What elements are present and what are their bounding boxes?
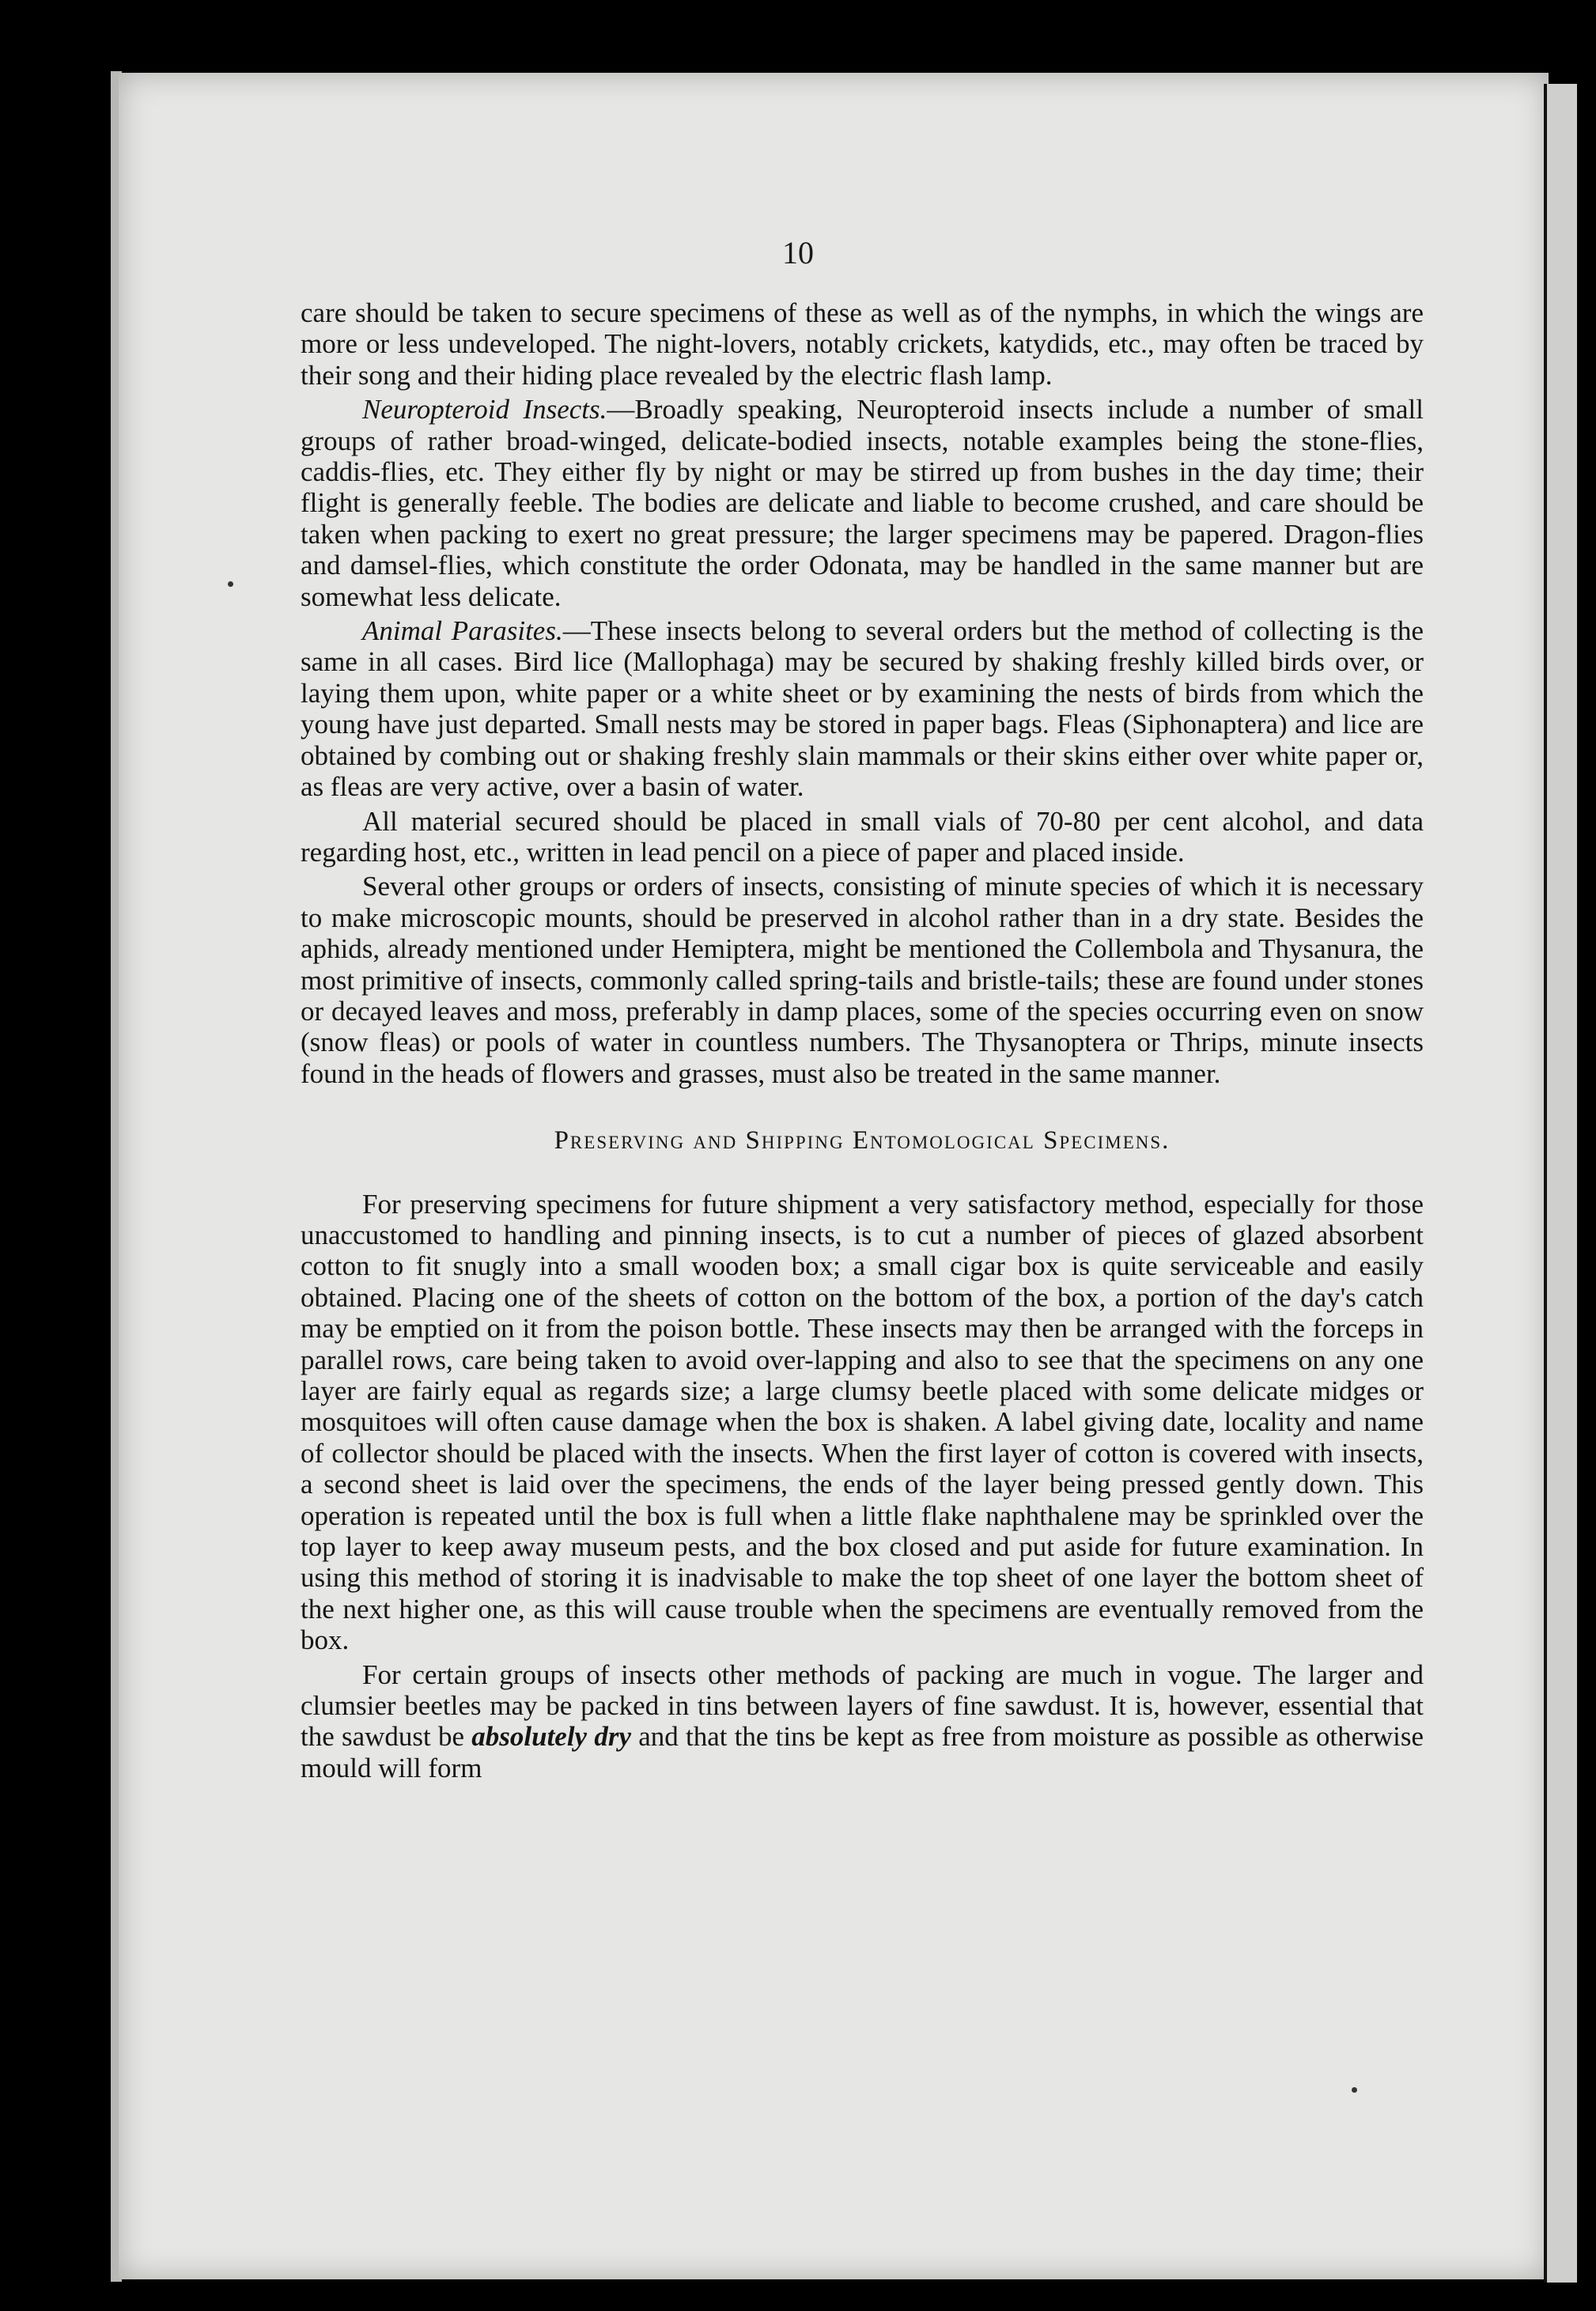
emphasis: absolutely dry bbox=[471, 1721, 631, 1753]
paragraph-neuropteroid bbox=[301, 394, 1424, 612]
scan-speck bbox=[228, 581, 233, 587]
paragraph-text: For certain groups of insects other methods of packing are much in vogue. The larger and clumsier beetles may be packed in tins between layers of fine sawdust. It is, however, essential that the sawdust be bbox=[301, 1659, 1424, 1753]
paragraph-text: —Broadly speaking, Neuropteroid insects include a number of small groups of rather broad-winged, delicate-bodied insects, notable examples being the stone-flies, caddis-flies, etc. They either fly by night or may be stirred up from bushes in the day time; their flight is generally feeble. The bodies are delicate and liable to become crushed, and care should be taken when packing to exert no great pressure; the larger specimens may be papered. Dragon-flies and damsel-flies, which constitute the order Odonata, may be handled in the same manner but are somewhat less delicate. bbox=[301, 394, 1424, 612]
paragraph-text: —These insects belong to several orders but the method of collecting is the same in all cases. Bird lice (Mallophaga) may be secured by shaking freshly killed birds over, or laying them upon, white paper or a white sheet or by examining the nests of birds from which the young have just departed. Small nests may be stored in paper bags. Fleas (Siphonaptera) and lice are obtained by combing out or shaking freshly slain mammals or their skins either over white paper or, as fleas are very active, over a basin of water. bbox=[301, 615, 1424, 803]
paragraph bbox=[301, 1659, 1424, 1784]
paragraph-text: care should be taken to secure specimens of these as well as of the nymphs, in which the wings are more or less undeveloped. The night-lovers, notably crickets, katydids, etc., may often be traced by their song and their hiding place revealed by the electric flash lamp. bbox=[301, 297, 1424, 391]
run-in-heading: Animal Parasites. bbox=[362, 615, 563, 647]
body-text bbox=[301, 297, 1424, 1783]
paragraph-text: and that the tins be kept as free from moisture as possible as otherwise mould will form bbox=[301, 1721, 1424, 1783]
paragraph bbox=[301, 297, 1424, 391]
run-in-heading: Neuropteroid Insects. bbox=[362, 394, 607, 426]
paragraph-animal-parasites bbox=[301, 615, 1424, 802]
scan-speck bbox=[1352, 2087, 1357, 2093]
paragraph bbox=[301, 806, 1424, 868]
page-number: 10 bbox=[782, 235, 814, 270]
section-heading: Preserving and Shipping Entomological Specimens. bbox=[554, 1126, 1171, 1156]
paragraph-text: Several other groups or orders of insects, consisting of minute species of which it is necessary to make microscopic mounts, should be preserved in alcohol rather than in a dry state. Besides the aphids, already mentioned under Hemiptera, might be mentioned the Collembola and Thysanura, the most primitive of insects, commonly called spring-tails and bristle-tails; these are found under stones or decayed leaves and moss, preferably in damp places, some of the species occurring even on snow (snow fleas) or pools of water in countless numbers. The Thysanoptera or Thrips, minute insects found in the heads of flowers and grasses, must also be treated in the same manner. bbox=[301, 871, 1424, 1089]
paragraph bbox=[301, 871, 1424, 1089]
paragraph-text: All material secured should be placed in small vials of 70-80 per cent alcohol, and data regarding host, etc., written in lead pencil on a piece of paper and placed inside. bbox=[301, 805, 1424, 868]
paragraph-text: For preserving specimens for future shipment a very satisfactory method, especially for those unaccustomed to handling and pinning insects, is to cut a number of pieces of glazed absorbent cotton to fit snugly into a small wooden box; a small cigar box is quite serviceable and easily obtained. Placing one of the sheets of cotton on the bottom of the box, a portion of the day's catch may be emptied on it from the poison bottle. These insects may then be arranged with the forceps in parallel rows, care being taken to avoid over-lapping and also to see that the specimens on any one layer are fairly equal as regards size; a large clumsy beetle placed with some delicate midges or mosquitoes will often cause damage when the box is shaken. A label giving date, locality and name of collector should be placed with the insects. When the first layer of cotton is covered with insects, a second sheet is laid over the specimens, the ends of the layer being pressed gently down. This operation is repeated until the box is full when a little flake naphthalene may be sprinkled over the top layer to keep away museum pests, and the box closed and put aside for future examination. In using this method of storing it is inadvisable to make the top sheet of one layer the bottom sheet of the next higher one, as this will cause trouble when the specimens are eventually removed from the box. bbox=[301, 1188, 1424, 1656]
page-right-edge bbox=[1544, 84, 1577, 2283]
paragraph bbox=[301, 1189, 1424, 1656]
